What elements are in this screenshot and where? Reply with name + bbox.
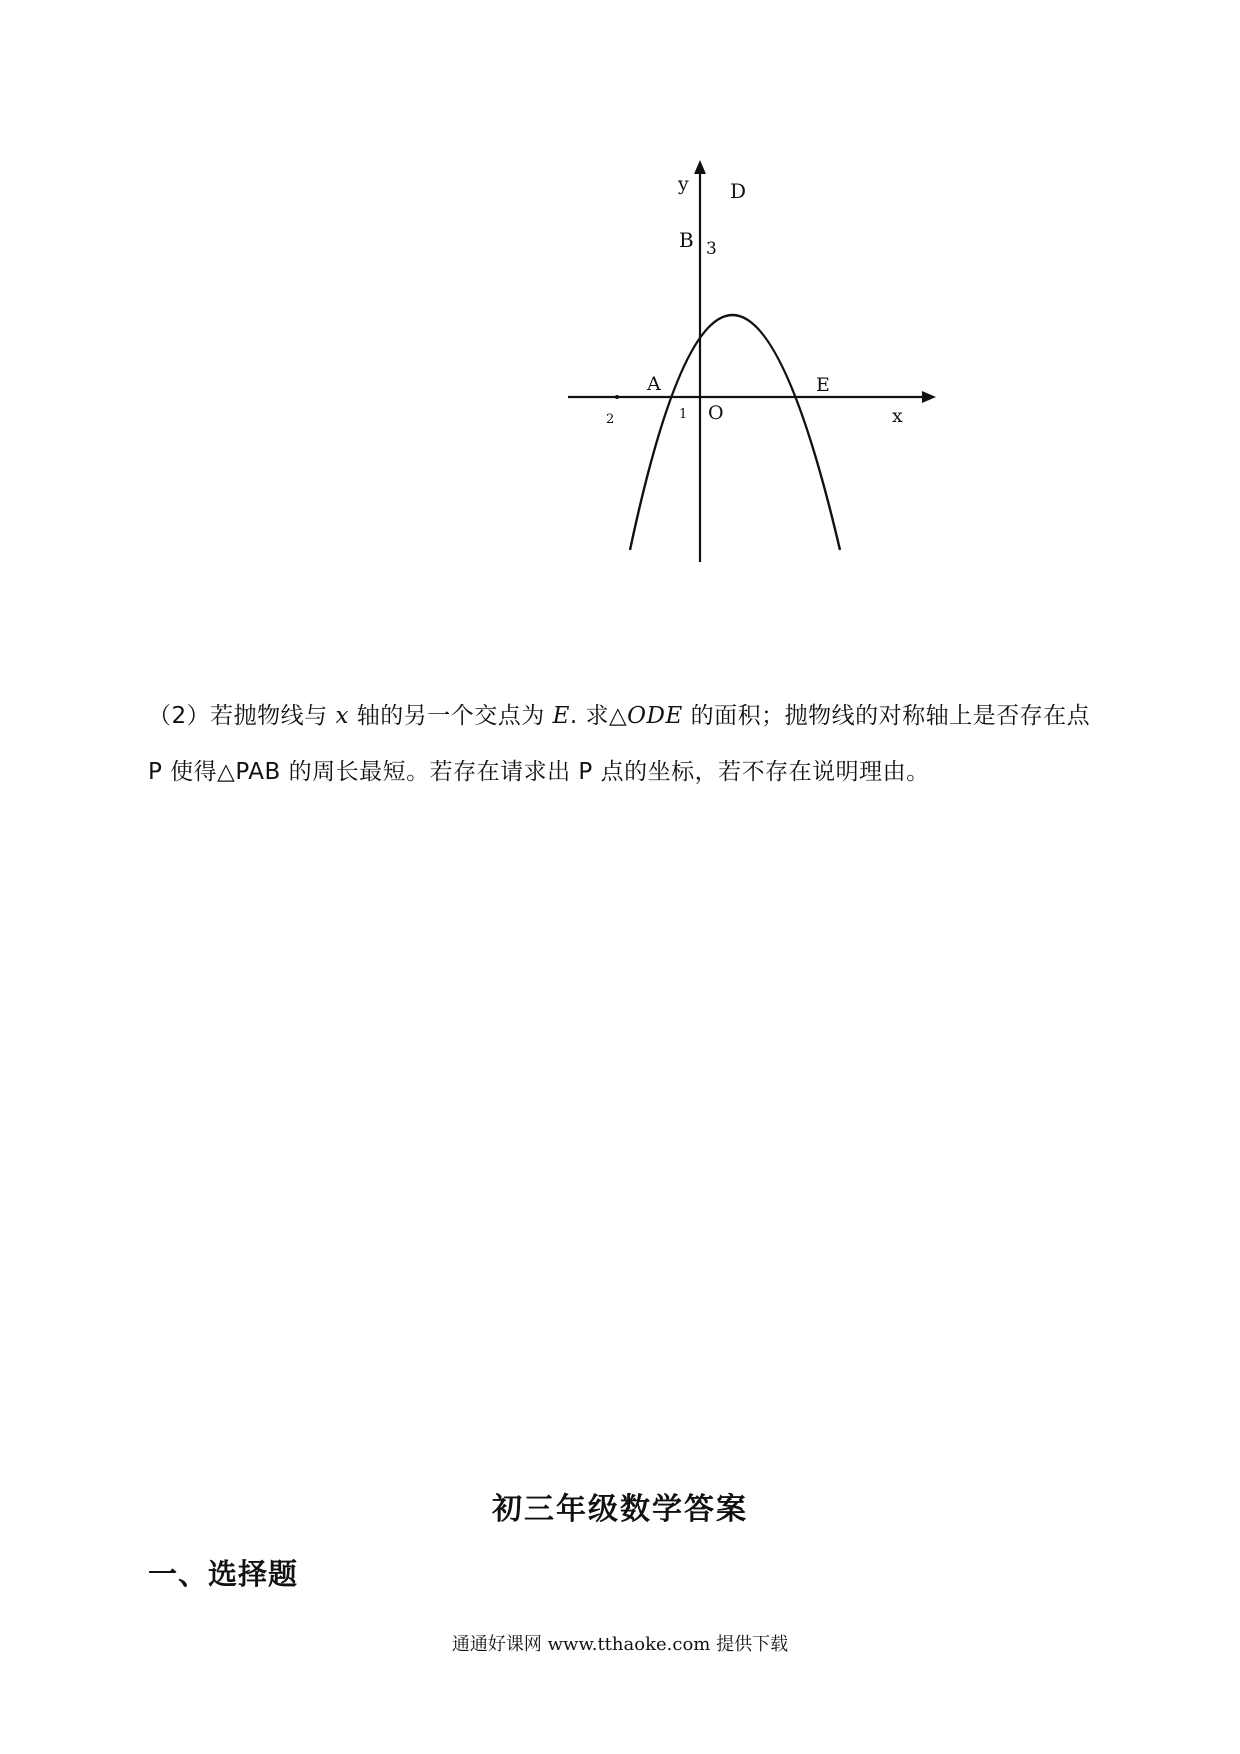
point-label-a: A	[647, 373, 661, 395]
tick-dot	[615, 395, 619, 399]
question-part-2	[148, 688, 1108, 800]
point-label-b: B	[679, 228, 694, 252]
y-axis-label: y	[678, 173, 689, 195]
x-axis-arrow	[922, 391, 936, 403]
math-var-ode: ODE	[627, 703, 683, 729]
question-text: . 求△	[569, 703, 628, 729]
question-part-number: （2）	[148, 703, 211, 729]
math-var-x: x	[335, 703, 349, 729]
y-axis-arrow	[694, 160, 706, 174]
question-text: 轴的另一个交点为	[356, 703, 545, 729]
x-axis-label: x	[892, 405, 903, 427]
b-value-label: 3	[706, 239, 717, 259]
answer-title: 初三年级数学答案	[492, 1492, 748, 1527]
parabola-figure	[560, 160, 940, 580]
question-text: 的面积；抛物线的对称轴上是否存在点 P 使得△PAB 的周长最短。若存在请求出 P 点的坐标，若不存在说明理由。	[148, 703, 1091, 785]
section-heading: 一、选择题	[148, 1557, 299, 1591]
math-var-e: E	[552, 703, 570, 729]
point-label-e: E	[816, 374, 830, 396]
tick-label-neg1: 1	[679, 407, 688, 422]
page-footer: 通通好课网 www.tthaoke.com 提供下载	[451, 1634, 789, 1655]
tick-label-neg2: 2	[606, 412, 615, 427]
question-text: 若抛物线与	[210, 703, 328, 729]
origin-label: O	[708, 402, 724, 424]
parabola-curve	[630, 315, 840, 550]
vertex-label-d: D	[730, 179, 747, 203]
